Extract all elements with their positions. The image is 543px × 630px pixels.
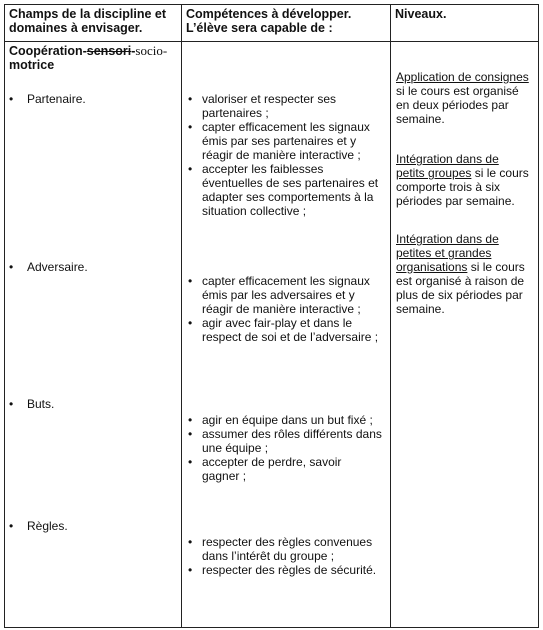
fields-cell	[5, 42, 182, 628]
header-fields: Champs de la discipline et domaines à envisager.	[5, 5, 182, 42]
level-title: Application de consignes	[396, 70, 529, 84]
list-item: • agir avec fair-play et dans le respect de soi et de l’adversaire ;	[182, 316, 382, 344]
list-item: • respecter des règles de sécurité.	[182, 563, 382, 577]
list-item: • valoriser et respecter ses partenaires ;	[182, 92, 382, 120]
level-3	[396, 232, 530, 316]
field-partenaire: • Partenaire.	[9, 92, 86, 106]
level-text: si le cours est organisé en deux périodes par semaine.	[396, 84, 519, 126]
section-heading	[9, 44, 167, 72]
curriculum-table	[4, 4, 539, 628]
list-item: • accepter les faiblesses éventuelles de ses partenaires et adapter ses comportements à la situation collective ;	[182, 162, 382, 218]
list-item: • accepter de perdre, savoir gagner ;	[182, 455, 382, 483]
heading-part: socio-	[135, 43, 168, 58]
competences-buts	[182, 413, 382, 483]
heading-part: -	[131, 44, 136, 58]
level-text: si le cours comporte trois à six périodes par semaine.	[396, 166, 529, 208]
level-title: Intégration dans de petits groupes	[396, 152, 499, 180]
level-title: Intégration dans de petites et grandes organisations	[396, 232, 499, 274]
header-competences: Compétences à développer. L’élève sera capable de :	[182, 5, 391, 42]
field-label: Partenaire.	[27, 92, 86, 106]
field-label: Adversaire.	[27, 260, 88, 274]
level-1	[396, 70, 530, 126]
competences-partenaire	[182, 92, 382, 218]
field-regles: • Règles.	[9, 519, 68, 533]
header-row	[5, 5, 539, 42]
competences-cell	[182, 42, 391, 628]
level-text: si le cours est organisé à raison de plus de six périodes par semaine.	[396, 260, 525, 316]
field-buts: • Buts.	[9, 397, 55, 411]
heading-part: motrice	[9, 58, 55, 72]
list-item: • agir en équipe dans un but fixé ;	[182, 413, 382, 427]
list-item: • assumer des rôles différents dans une équipe ;	[182, 427, 382, 455]
field-adversaire: • Adversaire.	[9, 260, 88, 274]
heading-struck-word: sensori	[86, 44, 132, 58]
list-item: • respecter des règles convenues dans l’intérêt du groupe ;	[182, 535, 382, 563]
list-item: • capter efficacement les signaux émis par les adversaires et y réagir de manière interactive ;	[182, 274, 382, 316]
header-levels: Niveaux.	[391, 5, 539, 42]
field-label: Buts.	[27, 397, 55, 411]
competences-adversaire	[182, 274, 382, 344]
levels-cell	[391, 42, 539, 628]
field-label: Règles.	[27, 519, 68, 533]
content-row	[5, 42, 539, 628]
list-item: • capter efficacement les signaux émis par ses partenaires et y réagir de manière interactive ;	[182, 120, 382, 162]
competences-regles	[182, 535, 382, 577]
heading-part: Coopération-	[9, 44, 87, 58]
level-2	[396, 152, 530, 208]
